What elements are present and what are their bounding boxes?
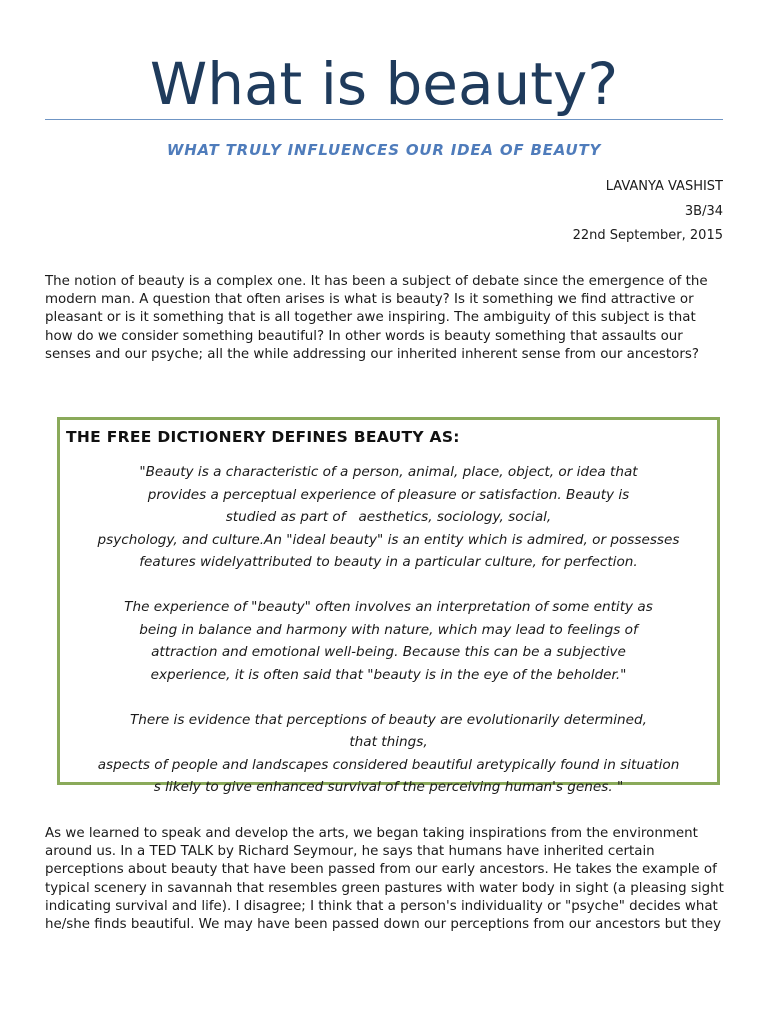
document-title: What is beauty?	[149, 50, 619, 118]
quote-paragraph-1	[60, 461, 717, 574]
quote-line: "Beauty is a characteristic of a person, animal, place, object, or idea that	[139, 464, 638, 480]
quote-line: The experience of "beauty" often involves an interpretation of some entity as	[124, 599, 653, 615]
class-roll: 3B/34	[684, 203, 723, 219]
quote-line: psychology, and culture.An "ideal beauty" is an entity which is admired, or possesses	[97, 531, 680, 548]
quote-line: that things,	[349, 734, 428, 750]
quote-paragraph-3	[60, 709, 717, 799]
intro-paragraph: The notion of beauty is a complex one. It has been a subject of debate since the emergence of the modern man. A question that often arises is what is beauty? Is it something we find attractive or pleasant or is it something that is all together awe inspiring. The ambiguity of this subject is that how do we consider something beautiful? In other words is beauty something that assaults our senses and our psyche; all the while addressing our inherited inherent sense from our ancestors?	[45, 274, 708, 362]
document-date: 22nd September, 2015	[572, 228, 723, 243]
dictionary-quote-box	[57, 417, 720, 795]
quote-line: experience, it is often said that "beauty is in the eye of the beholder."	[150, 666, 627, 683]
body-paragraph: As we learned to speak and develop the arts, we began taking inspirations from the environment around us. In a TED TALK by Richard Seymour, he says that humans have inherited certain perceptions about beauty that have been passed from our early ancestors. He takes the example of typical scenery in savannah that resembles green pastures with water body in sight (a pleasing sight indicating survival and life). I disagree; I think that a person's individuality or "psyche" decides what he/she finds beautiful. We may have been passed down our perceptions from our ancestors but they	[45, 826, 724, 933]
quote-line: features widelyattributed to beauty in a particular culture, for perfection.	[139, 554, 638, 570]
quote-paragraph-2	[60, 596, 717, 686]
quote-line: provides a perceptual experience of pleasure or satisfaction. Beauty is	[147, 486, 630, 503]
quote-heading: THE FREE DICTIONERY DEFINES BEAUTY AS:	[66, 428, 460, 446]
quote-body	[60, 461, 717, 799]
quote-line: aspects of people and landscapes considered beautiful aretypically found in situation	[97, 756, 680, 773]
author-name: LAVANYA VASHIST	[605, 179, 723, 194]
author-block	[573, 175, 723, 249]
quote-line: There is evidence that perceptions of beauty are evolutionarily determined,	[130, 711, 647, 728]
document-subtitle: WHAT TRULY INFLUENCES OUR IDEA OF BEAUTY	[166, 141, 602, 159]
quote-line: being in balance and harmony with nature, which may lead to feelings of	[139, 621, 638, 638]
title-divider	[45, 119, 723, 120]
quote-line: attraction and emotional well-being. Because this can be a subjective	[151, 644, 626, 660]
quote-line: studied as part of aesthetics, sociology, social,	[225, 509, 552, 525]
quote-line: s likely to give enhanced survival of the perceiving human's genes. "	[153, 779, 624, 795]
